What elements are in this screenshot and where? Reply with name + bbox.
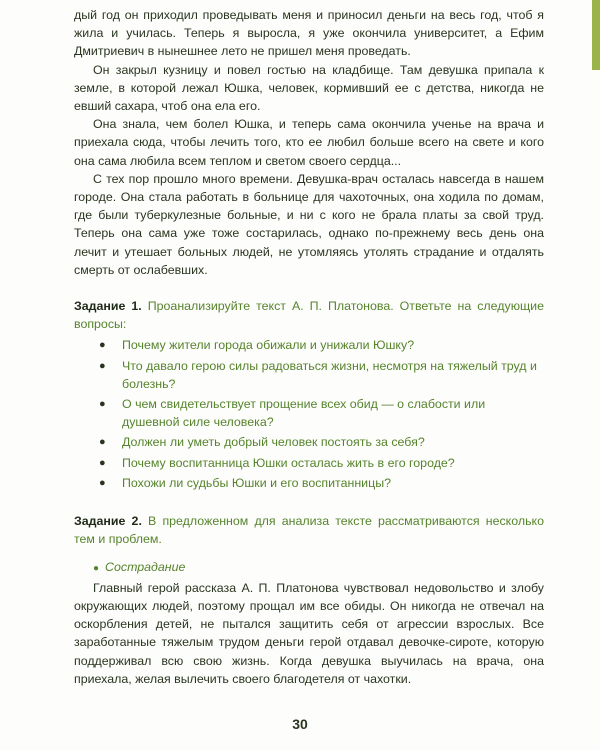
task-1-label: Задание 1. — [74, 299, 142, 314]
topic-title: Сострадание — [105, 560, 186, 575]
question-item — [74, 454, 544, 472]
question-item — [74, 395, 544, 431]
bullet-icon: ● — [99, 339, 106, 352]
bullet-icon: ● — [99, 359, 106, 372]
task-1 — [74, 297, 544, 492]
topic-heading — [74, 558, 544, 578]
task-2 — [74, 512, 544, 688]
task-2-label: Задание 2. — [74, 514, 142, 529]
question-item — [74, 357, 544, 393]
page-number: 30 — [292, 716, 308, 732]
question-item — [74, 433, 544, 451]
task-2-intro — [74, 512, 544, 548]
task-2-text: В предложенном для анализа тексте рассматриваются несколько тем и проблем. — [74, 514, 544, 547]
question-item — [74, 336, 544, 354]
question-text: О чем свидетельствует прощение всех обид — о слабости или душевной силе человека? — [122, 397, 486, 430]
page-content — [74, 6, 544, 688]
story-text — [74, 6, 544, 279]
bullet-icon: ● — [99, 398, 106, 411]
question-text: Почему жители города обижали и унижали Юшку? — [122, 338, 415, 353]
bullet-icon: ● — [99, 456, 106, 469]
task-1-text: Проанализируйте текст А. П. Платонова. Ответьте на следующие вопросы: — [74, 299, 544, 332]
question-text: Должен ли уметь добрый человек постоять за себя? — [122, 435, 425, 450]
question-text: Почему воспитанница Юшки осталась жить в его городе? — [122, 455, 455, 470]
story-paragraph: дый год он приходил проведывать меня и приносил деньги на весь год, чтоб я жила и училась. Теперь я выросла, я уже окончила университет, а Ефим Дмитриевич в нынешнее лето не пришел меня проведать. — [74, 8, 544, 59]
story-paragraph: Он закрыл кузницу и повел гостью на кладбище. Там девушка припала к земле, в которой лежал Юшка, человек, кормивший ее с детства, никогда не евший сахара, чтоб она ела его. — [74, 62, 544, 114]
question-item — [74, 474, 544, 492]
green-edge-strip — [592, 0, 600, 70]
task-1-intro — [74, 297, 544, 333]
task-1-questions — [74, 336, 544, 492]
bullet-icon: ● — [93, 563, 100, 575]
question-text: Похожи ли судьбы Юшки и его воспитанницы? — [122, 475, 391, 490]
story-paragraph: С тех пор прошло много времени. Девушка-врач осталась навсегда в нашем городе. Она стала работать в больнице для чахоточных, она ходила по домам, где были туберкулезные больные, и ни с кого не брала платы за свой труд. Теперь она сама уже тоже состарилась, однако по-прежнему весь день она лечит и утешает больных людей, не утомляясь утолять страдание и отдалять смерть от ослабевших. — [74, 171, 544, 277]
story-paragraph: Она знала, чем болел Юшка, и теперь сама окончила ученье на врача и приехала сюда, чтобы лечить того, кто ее любил больше всего на свете и кого она сама любила всем теплом и светом своего сердца... — [74, 117, 544, 168]
bullet-icon: ● — [99, 436, 106, 449]
bullet-icon: ● — [99, 476, 106, 489]
analysis-paragraph: Главный герой рассказа А. П. Платонова чувствовал недовольство и злобу окружающих людей, поэтому прощал им все обиды. Он никогда не отвечал на оскорбления детей, не пытался защитить себя от агрессии взрослых. Все заработанные тяжелым трудом деньги герой отдавал девочке-сироте, которую поддерживал всю свою жизнь. Когда девушка выучилась на врача, она приехала, желая вылечить своего благодетеля от чахотки. — [74, 580, 544, 686]
question-text: Что давало герою силы радоваться жизни, несмотря на тяжелый труд и болезнь? — [122, 358, 537, 391]
